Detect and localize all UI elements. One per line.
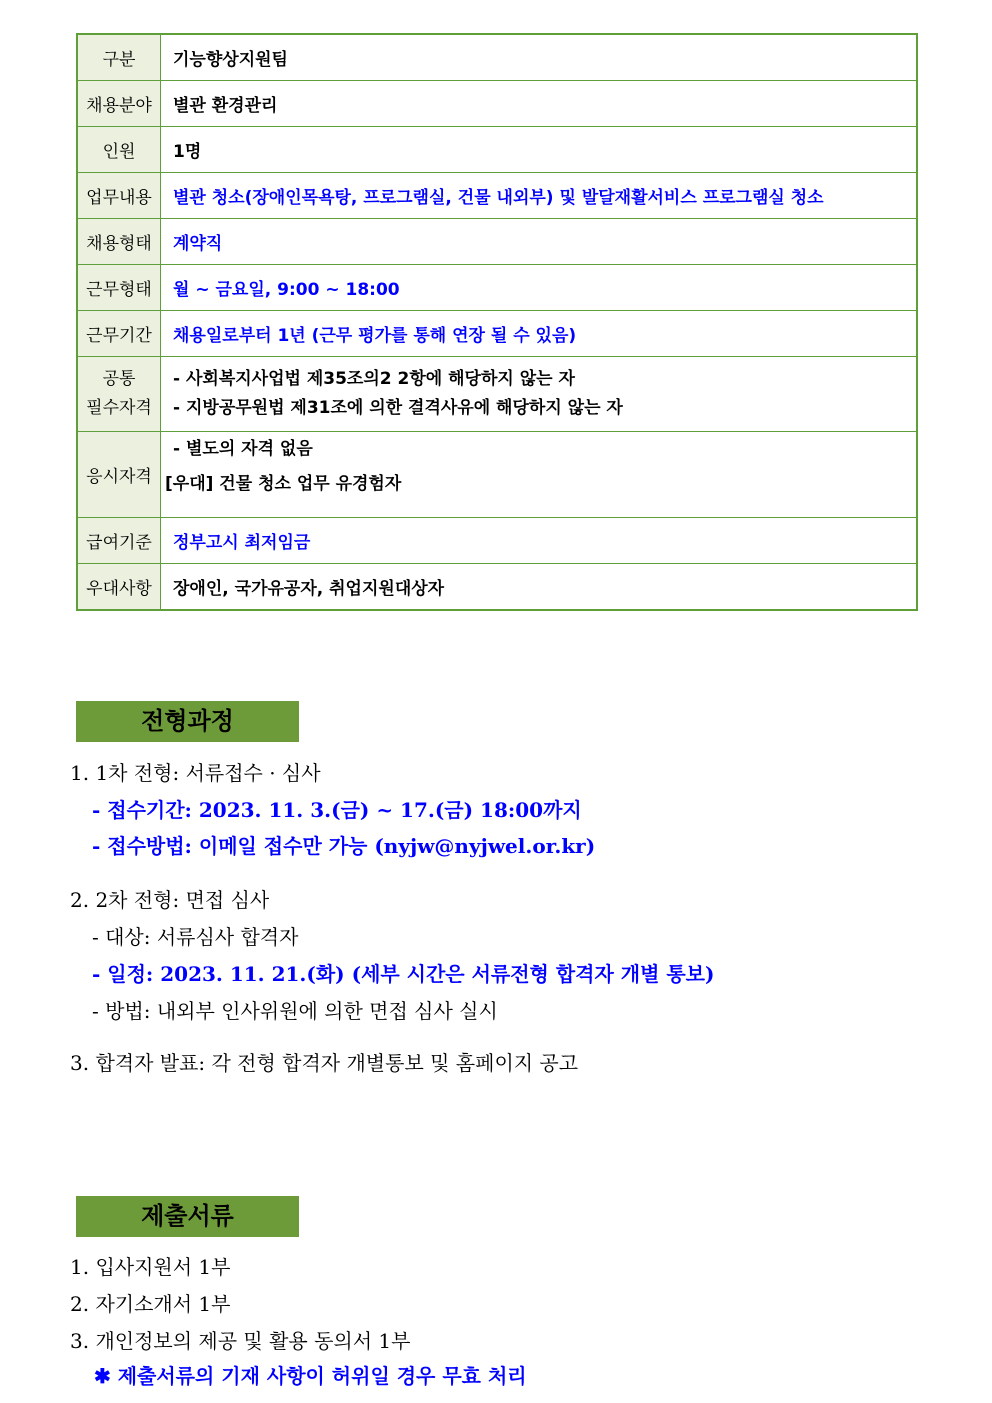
row-label: 근무형태 [77,265,161,311]
row-value: 별관 청소(장애인목욕탕, 프로그램실, 건물 내외부) 및 발달재활서비스 프로그램실 청소 [161,173,918,219]
table-row [77,219,917,265]
document-item-2: 2. 자기소개서 1부 [70,1292,231,1316]
row-value: 장애인, 국가유공자, 취업지원대상자 [161,564,918,611]
row-label: 채용분야 [77,81,161,127]
selection-step-1-method: - 접수방법: 이메일 접수만 가능 (nyjw@nyjwel.or.kr) [92,834,596,858]
row-label: 인원 [77,127,161,173]
documents-heading: 제출서류 [76,1196,299,1237]
document-item-1: 1. 입사지원서 1부 [70,1255,231,1279]
selection-step-2-target: - 대상: 서류심사 합격자 [92,925,299,949]
qualification-line: - 지방공무원법 제31조에 의한 결격사유에 해당하지 않는 자 [173,398,623,418]
table-row [77,311,917,357]
selection-step-1-period: - 접수기간: 2023. 11. 3.(금) ~ 17.(금) 18:00까지 [92,798,582,822]
qualification-line: - 사회복지사업법 제35조의2 2항에 해당하지 않는 자 [173,369,575,389]
qualification-line: - 별도의 자격 없음 [173,439,313,459]
row-label: 채용형태 [77,219,161,265]
recruitment-table [76,33,918,611]
row-value [161,357,918,432]
row-value: 1명 [161,127,918,173]
table-row [77,432,917,518]
selection-process-heading: 전형과정 [76,701,299,742]
row-label: 업무내용 [77,173,161,219]
row-label-line: 필수자격 [86,398,152,418]
row-label: 근무기간 [77,311,161,357]
table-row [77,357,917,432]
row-label: 우대사항 [77,564,161,611]
table-row [77,81,917,127]
row-value: 계약직 [161,219,918,265]
table-row [77,127,917,173]
selection-step-1: 1. 1차 전형: 서류접수 · 심사 [70,761,321,785]
row-value [161,432,918,518]
row-value: 월 ~ 금요일, 9:00 ~ 18:00 [161,265,918,311]
row-value: 채용일로부터 1년 (근무 평가를 통해 연장 될 수 있음) [161,311,918,357]
table-row [77,564,917,611]
table-row [77,173,917,219]
table-row [77,518,917,564]
documents-note: ✱ 제출서류의 기재 사항이 허위일 경우 무효 처리 [94,1364,527,1388]
table-row [77,265,917,311]
selection-step-2-date: - 일정: 2023. 11. 21.(화) (세부 시간은 서류전형 합격자 개별 통보) [92,962,715,986]
selection-step-2: 2. 2차 전형: 면접 심사 [70,888,270,912]
row-value: 정부고시 최저임금 [161,518,918,564]
row-value: 기능향상지원팀 [161,34,918,81]
table-row [77,34,917,81]
row-label: 구분 [77,34,161,81]
selection-step-2-method: - 방법: 내외부 인사위원에 의한 면접 심사 실시 [92,999,498,1023]
row-label: 응시자격 [77,432,161,518]
row-value: 별관 환경관리 [161,81,918,127]
document-item-3: 3. 개인정보의 제공 및 활용 동의서 1부 [70,1329,411,1353]
qualification-line: [우대] 건물 청소 업무 유경험자 [165,474,402,494]
selection-step-3: 3. 합격자 발표: 각 전형 합격자 개별통보 및 홈페이지 공고 [70,1051,579,1075]
row-label [77,357,161,432]
row-label: 급여기준 [77,518,161,564]
row-label-line: 공통 [102,369,136,389]
